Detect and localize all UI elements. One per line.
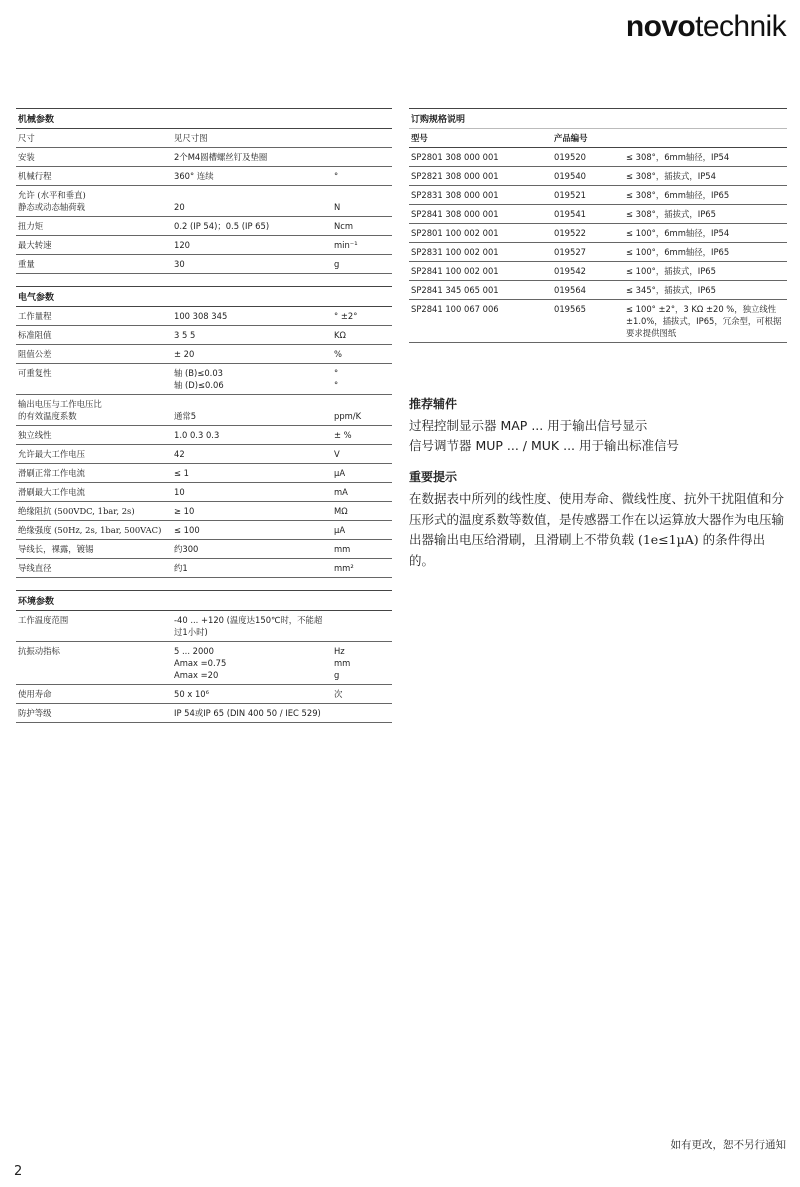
spec-row <box>16 464 392 483</box>
order-model: SP2841 100 067 006 <box>409 300 552 343</box>
brand-logo <box>626 10 786 44</box>
order-code: 019520 <box>552 148 624 167</box>
spec-label: 最大转速 <box>16 236 172 255</box>
order-row <box>409 262 787 281</box>
order-desc: ≤ 308°，6mm轴径，IP65 <box>624 186 787 205</box>
spec-unit: ° ° <box>332 364 392 395</box>
spec-label: 导线长，裸露，镀锡 <box>16 540 172 559</box>
order-row <box>409 148 787 167</box>
mechanical-title: 机械参数 <box>16 108 392 129</box>
order-desc: ≤ 308°，插拔式，IP54 <box>624 167 787 186</box>
spec-value: 42 <box>172 445 332 464</box>
spec-value: 20 <box>172 186 332 217</box>
environmental-title: 环境参数 <box>16 590 392 611</box>
ordering-section <box>409 108 787 343</box>
spec-label: 使用寿命 <box>16 685 172 704</box>
environmental-section <box>16 590 392 723</box>
spec-value: 见尺寸图 <box>172 129 332 148</box>
spec-label: 允许最大工作电压 <box>16 445 172 464</box>
spec-row <box>16 186 392 217</box>
order-code: 019565 <box>552 300 624 343</box>
spec-value: 1.0 0.3 0.3 <box>172 426 332 445</box>
spec-row <box>16 426 392 445</box>
order-row <box>409 281 787 300</box>
spec-label: 防护等级 <box>16 704 172 723</box>
order-code: 019564 <box>552 281 624 300</box>
spec-label: 导线直径 <box>16 559 172 578</box>
spec-unit: ° <box>332 167 392 186</box>
spec-unit: ppm/K <box>332 395 392 426</box>
spec-row <box>16 345 392 364</box>
spec-value: ≤ 100 <box>172 521 332 540</box>
spec-row <box>16 395 392 426</box>
accessory-line: 过程控制显示器 MAP ... 用于输出信号显示 <box>409 418 648 433</box>
spec-label: 允许 (水平和垂直) 静态或动态轴荷载 <box>16 186 172 217</box>
header-code: 产品编号 <box>552 129 624 148</box>
spec-row <box>16 167 392 186</box>
header-desc <box>624 129 787 148</box>
order-code: 019542 <box>552 262 624 281</box>
electrical-table <box>16 307 392 578</box>
spec-value: 3 5 5 <box>172 326 332 345</box>
spec-unit <box>332 704 392 723</box>
order-row <box>409 167 787 186</box>
spec-value: 约1 <box>172 559 332 578</box>
accessories-title: 推荐辅件 <box>409 397 458 411</box>
spec-label: 抗振动指标 <box>16 642 172 685</box>
order-code: 019540 <box>552 167 624 186</box>
order-row <box>409 205 787 224</box>
spec-value: ± 20 <box>172 345 332 364</box>
spec-unit: min⁻¹ <box>332 236 392 255</box>
spec-label: 绝缘阻抗 (500VDC, 1bar, 2s) <box>16 502 172 521</box>
spec-row <box>16 521 392 540</box>
spec-value: 10 <box>172 483 332 502</box>
spec-value: ≤ 1 <box>172 464 332 483</box>
spec-unit <box>332 129 392 148</box>
spec-label: 机械行程 <box>16 167 172 186</box>
spec-value: 100 308 345 <box>172 307 332 326</box>
spec-unit: KΩ <box>332 326 392 345</box>
spec-unit: V <box>332 445 392 464</box>
spec-value: ≥ 10 <box>172 502 332 521</box>
ordering-table <box>409 129 787 343</box>
spec-label: 重量 <box>16 255 172 274</box>
spec-unit: mA <box>332 483 392 502</box>
spec-label: 工作量程 <box>16 307 172 326</box>
spec-unit: mm² <box>332 559 392 578</box>
order-desc: ≤ 345°，插拔式，IP65 <box>624 281 787 300</box>
order-desc: ≤ 100°，6mm轴径，IP54 <box>624 224 787 243</box>
page-number: 2 <box>14 1164 23 1179</box>
spec-label: 滑刷正常工作电流 <box>16 464 172 483</box>
spec-row <box>16 540 392 559</box>
spec-unit: µA <box>332 464 392 483</box>
spec-label: 扭力矩 <box>16 217 172 236</box>
spec-row <box>16 236 392 255</box>
spec-unit: Hz mm g <box>332 642 392 685</box>
spec-label: 绝缘强度 (50Hz, 2s, 1bar, 500VAC) <box>16 521 172 540</box>
electrical-title: 电气参数 <box>16 286 392 307</box>
spec-row <box>16 559 392 578</box>
change-notice: 如有更改，恕不另行通知 <box>670 1139 786 1151</box>
spec-row <box>16 642 392 685</box>
spec-row <box>16 217 392 236</box>
spec-unit: % <box>332 345 392 364</box>
ordering-header-row <box>409 129 787 148</box>
mechanical-table <box>16 129 392 274</box>
spec-label: 安装 <box>16 148 172 167</box>
spec-value: 约300 <box>172 540 332 559</box>
order-desc: ≤ 100°，6mm轴径，IP65 <box>624 243 787 262</box>
spec-value: 通常5 <box>172 395 332 426</box>
spec-row <box>16 704 392 723</box>
spec-unit: N <box>332 186 392 217</box>
spec-value: 2个M4圆槽螺丝钉及垫圈 <box>172 148 332 167</box>
logo-light-part: technik <box>695 10 786 43</box>
spec-value: 轴 (B)≤0.03 轴 (D)≤0.06 <box>172 364 332 395</box>
order-desc: ≤ 308°，6mm轴径，IP54 <box>624 148 787 167</box>
spec-row <box>16 483 392 502</box>
spec-row <box>16 307 392 326</box>
order-code: 019527 <box>552 243 624 262</box>
spec-value: IP 54或IP 65 (DIN 400 50 / IEC 529) <box>172 704 332 723</box>
spec-unit: ° ±2° <box>332 307 392 326</box>
recommendations-section <box>409 395 789 571</box>
spec-row <box>16 148 392 167</box>
spec-label: 尺寸 <box>16 129 172 148</box>
spec-value: -40 ... +120 (温度达150℃时，不能超过1小时) <box>172 611 332 642</box>
spec-row <box>16 255 392 274</box>
order-model: SP2801 100 002 001 <box>409 224 552 243</box>
spec-row <box>16 364 392 395</box>
mechanical-section <box>16 108 392 274</box>
spec-label: 输出电压与工作电压比 的有效温度系数 <box>16 395 172 426</box>
order-code: 019541 <box>552 205 624 224</box>
spec-label: 工作温度范围 <box>16 611 172 642</box>
spec-unit: mm <box>332 540 392 559</box>
spec-unit: ± % <box>332 426 392 445</box>
header-model: 型号 <box>409 129 552 148</box>
spec-row <box>16 502 392 521</box>
order-row <box>409 243 787 262</box>
accessory-line: 信号调节器 MUP ... / MUK ... 用于输出标准信号 <box>409 438 679 453</box>
order-model: SP2831 100 002 001 <box>409 243 552 262</box>
logo-bold-part: novo <box>625 10 696 43</box>
left-spec-column <box>16 108 392 735</box>
spec-unit <box>332 611 392 642</box>
spec-row <box>16 445 392 464</box>
spec-label: 独立线性 <box>16 426 172 445</box>
order-model: SP2801 308 000 001 <box>409 148 552 167</box>
order-model: SP2841 345 065 001 <box>409 281 552 300</box>
spec-row <box>16 611 392 642</box>
spec-row <box>16 129 392 148</box>
spec-value: 30 <box>172 255 332 274</box>
order-desc: ≤ 100°，插拔式，IP65 <box>624 262 787 281</box>
order-code: 019522 <box>552 224 624 243</box>
spec-value: 50 x 10⁶ <box>172 685 332 704</box>
notice-text: 在数据表中所列的线性度、使用寿命、微线性度、抗外干扰阻值和分压形式的温度系数等数值，是传感器工作在以运算放大器作为电压输出器输出电压给滑刷，且滑刷上不带负载 (1e≤1µA) 的条件得出的。 <box>409 491 785 568</box>
order-desc: ≤ 100° ±2°，3 KΩ ±20 %，独立线性 ±1.0%，插拔式，IP65，冗余型，可根据 要求提供图纸 <box>624 300 787 343</box>
environmental-table <box>16 611 392 723</box>
order-model: SP2841 100 002 001 <box>409 262 552 281</box>
order-model: SP2821 308 000 001 <box>409 167 552 186</box>
spec-unit <box>332 148 392 167</box>
spec-value: 360° 连续 <box>172 167 332 186</box>
spec-value: 5 ... 2000 Amax =0.75 Amax =20 <box>172 642 332 685</box>
spec-value: 120 <box>172 236 332 255</box>
notice-title: 重要提示 <box>409 470 458 484</box>
spec-label: 阻值公差 <box>16 345 172 364</box>
spec-label: 可重复性 <box>16 364 172 395</box>
order-code: 019521 <box>552 186 624 205</box>
spec-unit: Ncm <box>332 217 392 236</box>
spec-unit: g <box>332 255 392 274</box>
order-model: SP2831 308 000 001 <box>409 186 552 205</box>
spec-row <box>16 685 392 704</box>
spec-label: 标准阻值 <box>16 326 172 345</box>
ordering-title: 订购规格说明 <box>409 108 787 129</box>
spec-unit: 次 <box>332 685 392 704</box>
ordering-column <box>409 108 787 355</box>
spec-unit: MΩ <box>332 502 392 521</box>
electrical-section <box>16 286 392 578</box>
spec-row <box>16 326 392 345</box>
order-desc: ≤ 308°，插拔式，IP65 <box>624 205 787 224</box>
spec-value: 0.2 (IP 54)；0.5 (IP 65) <box>172 217 332 236</box>
order-row <box>409 186 787 205</box>
spec-unit: µA <box>332 521 392 540</box>
order-row <box>409 300 787 343</box>
order-row <box>409 224 787 243</box>
order-model: SP2841 308 000 001 <box>409 205 552 224</box>
spec-label: 滑刷最大工作电流 <box>16 483 172 502</box>
